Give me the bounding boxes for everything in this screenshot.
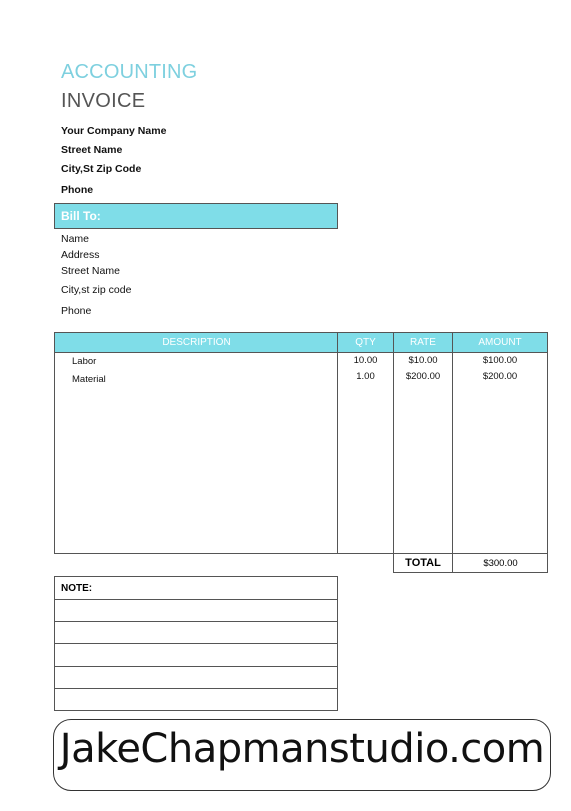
company-city: City,St Zip Code bbox=[61, 163, 142, 175]
note-line bbox=[55, 599, 337, 600]
item-description: Material bbox=[72, 374, 106, 385]
item-qty: 10.00 bbox=[353, 355, 378, 366]
document-title-accounting: ACCOUNTING bbox=[61, 61, 198, 83]
bill-to-address: Address bbox=[61, 249, 100, 261]
bill-to-name: Name bbox=[61, 233, 90, 245]
column-header-description: DESCRIPTION bbox=[162, 337, 231, 348]
company-phone: Phone bbox=[61, 184, 94, 196]
column-header-qty: QTY bbox=[355, 337, 376, 348]
note-line bbox=[55, 666, 337, 667]
company-name: Your Company Name bbox=[61, 125, 167, 137]
note-box bbox=[54, 576, 338, 711]
note-line bbox=[55, 643, 337, 644]
column-header-amount: AMOUNT bbox=[478, 337, 522, 348]
document-title-invoice: INVOICE bbox=[61, 90, 146, 112]
item-description: Labor bbox=[72, 356, 97, 367]
item-rate: $200.00 bbox=[405, 371, 441, 382]
bill-to-street: Street Name bbox=[61, 265, 120, 277]
item-rate: $10.00 bbox=[408, 355, 438, 366]
note-line bbox=[55, 688, 337, 689]
company-street: Street Name bbox=[61, 144, 123, 156]
table-header-row bbox=[55, 333, 547, 353]
bill-to-phone: Phone bbox=[61, 305, 92, 317]
note-line bbox=[55, 621, 337, 622]
column-divider bbox=[452, 333, 453, 553]
total-label: TOTAL bbox=[405, 557, 441, 569]
column-header-rate: RATE bbox=[410, 337, 436, 348]
total-value: $300.00 bbox=[483, 558, 518, 569]
item-amount: $100.00 bbox=[482, 355, 518, 366]
item-qty: 1.00 bbox=[356, 371, 375, 382]
line-items-table bbox=[54, 332, 548, 554]
item-amount: $200.00 bbox=[482, 371, 518, 382]
watermark-banner bbox=[53, 719, 551, 791]
watermark-text: JakeChapmanstudio.com bbox=[59, 726, 545, 772]
column-divider bbox=[393, 333, 394, 553]
bill-to-label: Bill To: bbox=[61, 209, 101, 223]
bill-to-header bbox=[54, 203, 338, 229]
note-label: NOTE: bbox=[61, 583, 93, 594]
column-divider bbox=[337, 333, 338, 553]
total-row bbox=[393, 554, 548, 573]
bill-to-city: City,st zip code bbox=[61, 284, 132, 296]
